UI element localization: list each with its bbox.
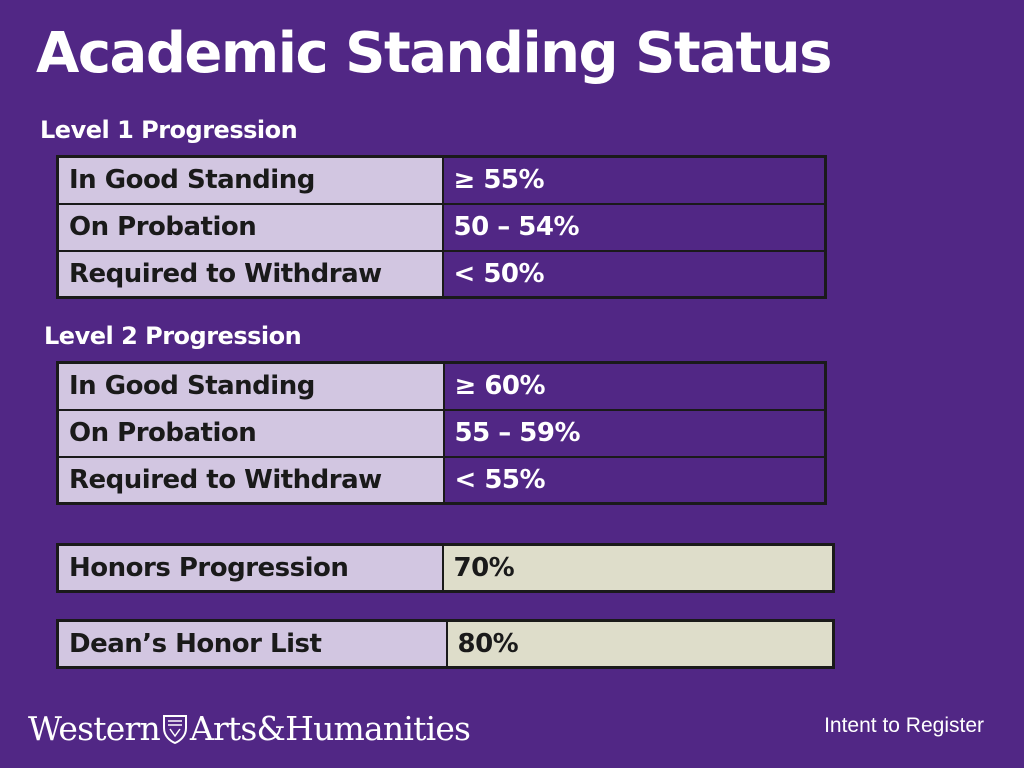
brand-arts-humanities: Arts&Humanities: [189, 709, 471, 748]
level2-row1-value: ≥ 60%: [444, 363, 826, 410]
level2-table: [56, 361, 827, 505]
table-row: [58, 363, 826, 410]
level1-row2-label: On Probation: [58, 204, 443, 251]
table-row: [58, 545, 834, 592]
footer-note: Intent to Register: [824, 714, 984, 737]
level2-heading: Level 2 Progression: [44, 322, 302, 350]
level1-row1-value: ≥ 55%: [443, 157, 826, 204]
western-logo: [28, 709, 471, 748]
level2-row1-label: In Good Standing: [58, 363, 444, 410]
table-row: [58, 410, 826, 457]
table-row: [58, 621, 834, 668]
honors-table: [56, 543, 835, 593]
deans-table: [56, 619, 835, 669]
level1-row3-value: < 50%: [443, 251, 826, 298]
university-crest-icon: [162, 714, 188, 744]
table-row: [58, 457, 826, 504]
level2-row3-value: < 55%: [444, 457, 826, 504]
honors-label: Honors Progression: [58, 545, 443, 592]
honors-value: 70%: [443, 545, 834, 592]
page-title: Academic Standing Status: [36, 21, 831, 86]
level2-row2-label: On Probation: [58, 410, 444, 457]
level1-heading: Level 1 Progression: [40, 116, 298, 144]
level2-row2-value: 55 – 59%: [444, 410, 826, 457]
level1-row2-value: 50 – 54%: [443, 204, 826, 251]
brand-western: Western: [28, 709, 160, 748]
table-row: [58, 157, 826, 204]
table-row: [58, 251, 826, 298]
deans-value: 80%: [447, 621, 834, 668]
level2-row3-label: Required to Withdraw: [58, 457, 444, 504]
level1-row1-label: In Good Standing: [58, 157, 443, 204]
level1-row3-label: Required to Withdraw: [58, 251, 443, 298]
table-row: [58, 204, 826, 251]
deans-label: Dean’s Honor List: [58, 621, 447, 668]
level1-table: [56, 155, 827, 299]
